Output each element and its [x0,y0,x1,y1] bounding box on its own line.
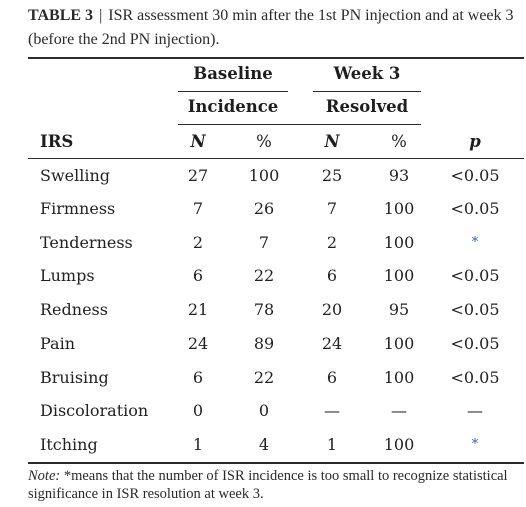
week3-n-cell: 7 [326,199,338,218]
baseline-pct-cell: 89 [253,334,275,353]
week3-pct-cell: 100 [383,199,415,218]
baseline-pct-cell: 0 [258,401,270,420]
caption-text: ISR assessment 30 min after the 1st PN injection and at week 3 (before the 2nd PN injection). [28,7,514,48]
week3-n-cell: 24 [321,334,343,353]
week3-pct-cell: 93 [388,166,410,185]
table-row [0,159,526,193]
baseline-n-cell: 21 [187,300,209,319]
baseline-pct-cell: 26 [253,199,275,218]
table-row [0,394,526,428]
week3-header-rule [313,91,421,92]
baseline-pct-cell: 4 [258,435,270,454]
column-header-pct-baseline: % [256,132,272,151]
table-row [0,259,526,293]
week3-n-cell: 20 [321,300,343,319]
bottom-rule [28,462,524,464]
row-label: Redness [40,300,108,319]
baseline-n-cell: 6 [192,266,204,285]
baseline-header: Baseline [193,64,273,83]
p-value-cell: <0.05 [450,199,500,218]
week3-header: Week 3 [333,64,401,83]
baseline-n-cell: 24 [187,334,209,353]
p-value-cell: <0.05 [450,266,500,285]
top-rule [28,57,524,59]
table-row [0,226,526,260]
row-label: Itching [40,435,98,454]
table-row [0,327,526,361]
week3-n-cell: 6 [326,368,338,387]
table-row [0,361,526,395]
week3-pct-cell: 100 [383,334,415,353]
asterisk-marker: * [471,235,479,250]
caption-separator: | [99,7,103,24]
row-label: Lumps [40,266,95,285]
baseline-n-cell: 1 [192,435,204,454]
week3-n-cell: 25 [321,166,343,185]
baseline-n-cell: 7 [192,199,204,218]
baseline-pct-cell: 78 [253,300,275,319]
baseline-header-rule [178,91,288,92]
week3-n-cell: 1 [326,435,338,454]
baseline-n-cell: 6 [192,368,204,387]
column-header-p: p [469,132,481,151]
column-header-irs: IRS [40,132,74,151]
table-row [0,293,526,327]
row-label: Pain [40,334,76,353]
baseline-pct-cell: 22 [253,368,275,387]
week3-subheader: Resolved [325,97,409,116]
column-header-n-baseline: N [190,132,206,151]
baseline-n-cell: 27 [187,166,209,185]
week3-n-cell: 2 [326,233,338,252]
baseline-pct-cell: 7 [258,233,270,252]
p-value-cell: <0.05 [450,334,500,353]
table-row [0,192,526,226]
week3-n-cell: — [324,401,340,420]
row-label: Swelling [40,166,111,185]
week3-pct-cell: 100 [383,368,415,387]
table-footnote [28,467,522,503]
baseline-pct-cell: 22 [253,266,275,285]
row-label: Discoloration [40,401,149,420]
week3-n-cell: 6 [326,266,338,285]
p-value-cell: <0.05 [450,166,500,185]
table-label: TABLE 3 [28,7,94,24]
p-value-cell: <0.05 [450,368,500,387]
column-header-n-week3: N [324,132,340,151]
asterisk-marker: * [471,437,479,452]
table-caption [28,4,524,52]
row-label: Bruising [40,368,109,387]
table-row [0,428,526,462]
week3-pct-cell: 95 [388,300,410,319]
baseline-pct-cell: 100 [248,166,280,185]
week3-pct-cell: — [391,401,407,420]
baseline-n-cell: 0 [192,401,204,420]
row-label: Firmness [40,199,116,218]
footnote-label: Note: [28,468,61,484]
column-header-pct-week3: % [391,132,407,151]
subheader-rule [178,124,421,125]
baseline-n-cell: 2 [192,233,204,252]
baseline-subheader: Incidence [187,97,279,116]
week3-pct-cell: 100 [383,266,415,285]
p-value-cell: — [467,401,483,420]
week3-pct-cell: 100 [383,435,415,454]
p-value-cell: <0.05 [450,300,500,319]
row-label: Tenderness [40,233,133,252]
footnote-text: *means that the number of ISR incidence is too small to recognize statistical significance in ISR resolution at week 3. [28,468,508,502]
week3-pct-cell: 100 [383,233,415,252]
